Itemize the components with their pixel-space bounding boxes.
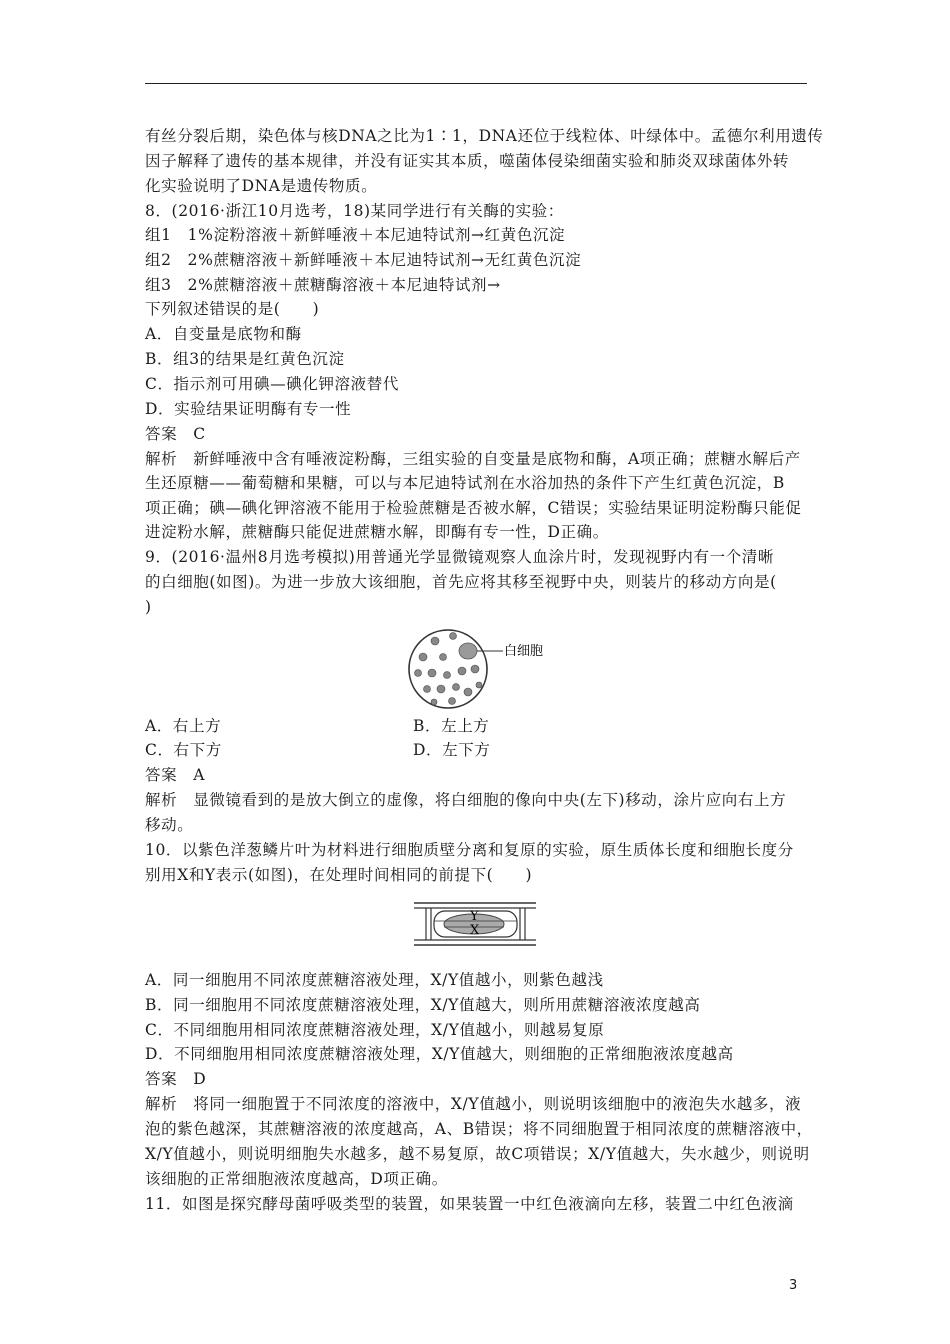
question-9-stem: 9．(2016·温州8月选考模拟)用普通光学显微镜观察人血涂片时，发现视野内有一个清晰 — [145, 548, 774, 566]
header-rule — [145, 83, 807, 84]
plasmolysis-cell-figure — [412, 897, 538, 951]
answer-10: 答案 D — [145, 1070, 207, 1088]
group-2: 组2 2%蔗糖溶液＋新鲜唾液＋本尼迪特试剂→无红黄色沉淀 — [145, 251, 582, 269]
option-b: B．组3的结果是红黄色沉淀 — [145, 350, 345, 368]
text-line: 化实验说明了DNA是遗传物质。 — [145, 177, 378, 195]
page-number: 3 — [789, 1278, 798, 1293]
explanation-9: 移动。 — [145, 816, 194, 834]
group-1: 组1 1%淀粉溶液＋新鲜唾液＋本尼迪特试剂→红黄色沉淀 — [145, 226, 566, 244]
option-a: A．右上方 — [145, 717, 222, 735]
explanation-10: 解析 将同一细胞置于不同浓度的溶液中，X/Y值越小，则说明该细胞中的液泡失水越多，液 — [145, 1095, 802, 1113]
question-10-stem: 10．以紫色洋葱鳞片叶为材料进行细胞质壁分离和复原的实验，原生质体长度和细胞长度分 — [145, 841, 794, 859]
label-y: Y — [470, 909, 479, 924]
text-line: 有丝分裂后期，染色体与核DNA之比为1∶1，DNA还位于线粒体、叶绿体中。孟德尔利用遗传 — [145, 127, 824, 145]
option-a: A．同一细胞用不同浓度蔗糖溶液处理，X/Y值越小，则紫色越浅 — [145, 971, 604, 989]
white-blood-cell — [459, 643, 477, 659]
explanation-10: 该细胞的正常细胞液浓度越高，D项正确。 — [145, 1170, 448, 1188]
option-d: D．不同细胞用相同浓度蔗糖溶液处理，X/Y值越大，则细胞的正常细胞液浓度越高 — [145, 1045, 734, 1063]
answer-9: 答案 A — [145, 766, 206, 784]
label-x: X — [470, 923, 480, 938]
group-3: 组3 2%蔗糖溶液＋蔗糖酶溶液＋本尼迪特试剂→ — [145, 276, 501, 294]
white-blood-cell-label: 白细胞 — [504, 644, 544, 659]
explanation-9: 解析 显微镜看到的是放大倒立的虚像，将白细胞的像向中央(左下)移动，涂片应向右上方 — [145, 791, 787, 809]
option-c: C．不同细胞用相同浓度蔗糖溶液处理，X/Y值越小，则越易复原 — [145, 1021, 605, 1039]
option-b: B．左上方 — [413, 717, 490, 735]
explanation-8: 解析 新鲜唾液中含有唾液淀粉酶，三组实验的自变量是底物和酶，A项正确；蔗糖水解后产 — [145, 450, 801, 468]
blood-smear-figure — [405, 627, 585, 709]
explanation-10: X/Y值越小，则说明细胞失水越多，越不易复原，故C项错误；X/Y值越大，失水越少，则说明 — [145, 1145, 810, 1163]
option-d: D．实验结果证明酶有专一性 — [145, 400, 352, 418]
question-11-stem: 11．如图是探究酵母菌呼吸类型的装置，如果装置一中红色液滴向左移，装置二中红色液滴 — [145, 1195, 794, 1213]
explanation-8: 生还原糖——葡萄糖和果糖，可以与本尼迪特试剂在水浴加热的条件下产生红黄色沉淀，B — [145, 474, 785, 492]
answer-8: 答案 C — [145, 425, 206, 443]
text-line: 因子解释了遗传的基本规律，并没有证实其本质，噬菌体侵染细菌实验和肺炎双球菌体外转 — [145, 152, 790, 170]
option-c: C．右下方 — [145, 741, 222, 759]
question-9-stem: 的白细胞(如图)。为进一步放大该细胞，首先应将其移至视野中央，则装片的移动方向是( — [145, 573, 777, 591]
option-c: C．指示剂可用碘—碘化钾溶液替代 — [145, 375, 399, 393]
option-d: D．左下方 — [413, 741, 491, 759]
question-8-stem: 8．(2016·浙江10月选考，18)某同学进行有关酶的实验： — [145, 202, 564, 220]
question-9-stem: ) — [145, 598, 152, 616]
option-a: A．自变量是底物和酶 — [145, 325, 302, 343]
option-b: B．同一细胞用不同浓度蔗糖溶液处理，X/Y值越大，则所用蔗糖溶液浓度越高 — [145, 996, 701, 1014]
explanation-10: 泡的紫色越深，其蔗糖溶液的浓度越高，A、B错误；将不同细胞置于相同浓度的蔗糖溶液中， — [145, 1120, 813, 1138]
question-10-stem: 别用X和Y表示(如图)，在处理时间相同的前提下( ) — [145, 866, 533, 884]
question-8-prompt: 下列叙述错误的是( ) — [145, 300, 320, 318]
explanation-8: 进淀粉水解，蔗糖酶只能促进蔗糖水解，即酶有专一性，D正确。 — [145, 523, 609, 541]
explanation-8: 项正确；碘—碘化钾溶液不能用于检验蔗糖是否被水解，C错误；实验结果证明淀粉酶只能促 — [145, 499, 802, 517]
